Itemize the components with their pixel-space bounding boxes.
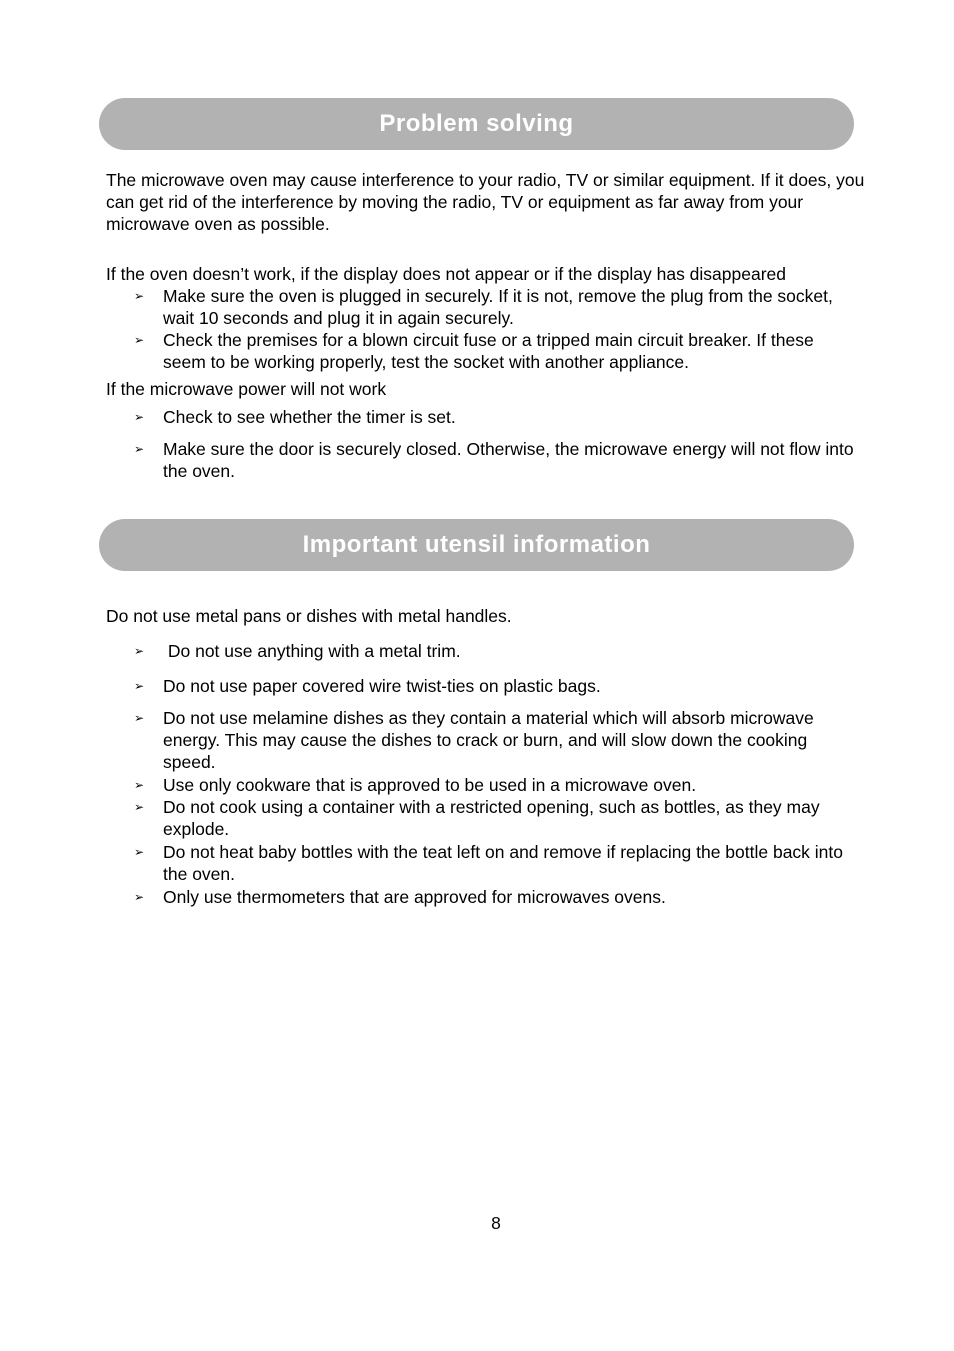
list-item-text: Make sure the door is securely closed. Otherwise, the microwave energy will not flow into the oven. xyxy=(163,439,854,481)
list-item-text: Make sure the oven is plugged in securely. If it is not, remove the plug from the socket, wait 10 seconds and plug it in again securely. xyxy=(163,286,833,328)
intro-paragraph: Do not use metal pans or dishes with metal handles. xyxy=(106,606,512,626)
section-banner-problem-solving xyxy=(99,98,854,150)
list-item-text: Do not use paper covered wire twist-ties on plastic bags. xyxy=(163,676,601,696)
intro-paragraph: The microwave oven may cause interference to your radio, TV or similar equipment. If it does, you can get rid of the interference by moving the radio, TV or equipment as far away from your microwave oven as possible. xyxy=(106,170,865,234)
list-item xyxy=(134,406,854,428)
list-item xyxy=(134,886,854,908)
arrowhead-bullet-icon: ➢ xyxy=(134,410,145,424)
list-item xyxy=(134,438,854,482)
list-item xyxy=(134,675,854,697)
arrowhead-bullet-icon: ➢ xyxy=(134,644,145,658)
list-item-text: Do not use anything with a metal trim. xyxy=(163,641,461,661)
page-number: 8 xyxy=(491,1213,501,1233)
arrowhead-bullet-icon: ➢ xyxy=(134,778,145,792)
arrowhead-bullet-icon: ➢ xyxy=(134,711,145,725)
arrowhead-bullet-icon: ➢ xyxy=(134,845,145,859)
section-title: Important utensil information xyxy=(302,531,651,558)
list-item-text: Check the premises for a blown circuit fuse or a tripped main circuit breaker. If these seem to be working properly, test the socket with another appliance. xyxy=(163,330,814,372)
list-item-text: Use only cookware that is approved to be used in a microwave oven. xyxy=(163,775,697,795)
group-heading-power-not-working: If the microwave power will not work xyxy=(106,379,387,399)
arrowhead-bullet-icon: ➢ xyxy=(134,679,145,693)
arrowhead-bullet-icon: ➢ xyxy=(134,442,145,456)
list-item-text: Only use thermometers that are approved for microwaves ovens. xyxy=(163,887,666,907)
list-item xyxy=(134,640,854,662)
list-item xyxy=(134,285,854,329)
arrowhead-bullet-icon: ➢ xyxy=(134,890,145,904)
arrowhead-bullet-icon: ➢ xyxy=(134,289,145,303)
list-item xyxy=(134,796,854,840)
section-title: Problem solving xyxy=(379,110,574,137)
list-item xyxy=(134,707,854,773)
list-item-text: Do not heat baby bottles with the teat left on and remove if replacing the bottle back into the oven. xyxy=(163,842,844,884)
list-item-text: Check to see whether the timer is set. xyxy=(163,407,456,427)
list-item xyxy=(134,841,854,885)
list-item-text: Do not cook using a container with a restricted opening, such as bottles, as they may explode. xyxy=(163,797,820,839)
group-heading-oven-not-working: If the oven doesn’t work, if the display does not appear or if the display has disappeared xyxy=(106,264,787,284)
list-item-text: Do not use melamine dishes as they contain a material which will absorb microwave energy. This may cause the dishes to crack or burn, and will slow down the cooking speed. xyxy=(163,708,814,772)
section-banner-utensil-information xyxy=(99,519,854,571)
list-item xyxy=(134,774,854,796)
list-item xyxy=(134,329,854,373)
arrowhead-bullet-icon: ➢ xyxy=(134,333,145,347)
arrowhead-bullet-icon: ➢ xyxy=(134,800,145,814)
